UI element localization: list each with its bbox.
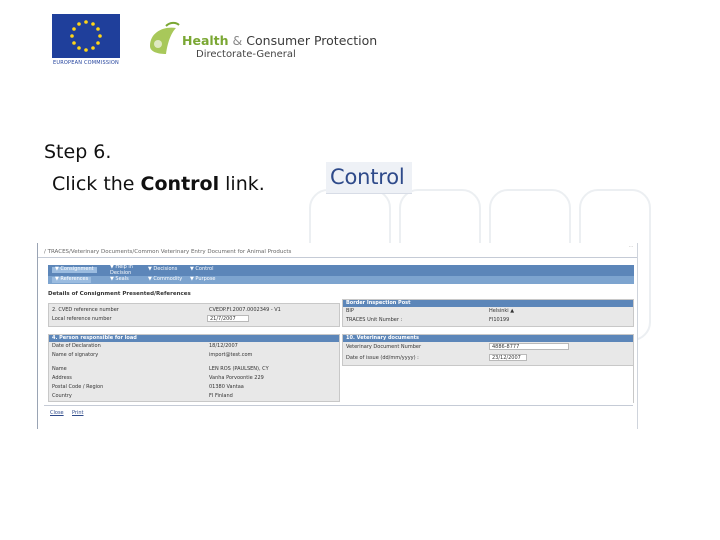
field-value: 18/12/2007 [209, 343, 238, 349]
control-word: Control [140, 173, 220, 195]
field-value: CVEDP.FI.2007.0002349 - V1 [209, 307, 281, 313]
top-right-text: … [629, 243, 633, 248]
eu-flag-icon [52, 14, 120, 58]
tab-commodity[interactable]: ▼ Commodity [148, 276, 183, 282]
field-label: Local reference number [52, 316, 112, 322]
form-row [49, 342, 339, 351]
field-value: 01380 Vantaa [209, 384, 244, 390]
form-row [49, 306, 339, 315]
tab-control[interactable]: ▼ Control [190, 266, 214, 272]
close-link[interactable]: Close [50, 410, 64, 416]
tab-bar-primary [48, 265, 634, 276]
tab-decisions[interactable]: ▼ Decisions [148, 266, 178, 272]
tab-bar-secondary [48, 276, 634, 284]
form-row [49, 351, 339, 360]
eu-commission-logo [52, 14, 120, 66]
tab-consignment[interactable]: ▼ Consignment [52, 267, 97, 273]
right-column-filler [342, 366, 634, 403]
tab-seals[interactable]: ▼ Seals [110, 276, 129, 282]
footer-divider [44, 405, 633, 406]
form-row [49, 392, 339, 401]
form-row [343, 316, 633, 325]
cved-reference-panel [48, 303, 340, 327]
field-value: FI10199 [489, 317, 510, 323]
section-title: Details of Consignment Presented/References [48, 291, 191, 297]
form-row [343, 342, 633, 353]
control-link-label[interactable]: Control [330, 165, 405, 189]
field-value: FI Finland [209, 393, 233, 399]
veterinary-documents-panel [342, 334, 634, 366]
field-label: Name of signatory [52, 352, 99, 358]
panel-heading: Border Inspection Post [343, 300, 633, 307]
form-row [343, 307, 633, 316]
panel-heading: 4. Person responsible for load [49, 335, 339, 342]
dg-title: Health & Consumer Protection [182, 33, 378, 48]
tab-help-in-decision[interactable]: ▼ Help in Decision [110, 264, 133, 276]
traces-screenshot [37, 243, 638, 429]
field-label: Date of Declaration [52, 343, 101, 349]
control-link-image[interactable] [326, 162, 412, 194]
panel-heading: 10. Veterinary documents [343, 335, 633, 342]
field-value: 4886-8777 [492, 344, 520, 350]
person-responsible-panel [48, 334, 340, 402]
form-row [49, 383, 339, 392]
field-value: Vanha Porvoontie 229 [209, 375, 264, 381]
dg-health-logo [146, 16, 378, 60]
field-value: 21/7/2007 [210, 316, 236, 322]
field-label: BIP [346, 308, 354, 314]
dg-subtitle: Directorate-General [196, 49, 296, 60]
form-row [49, 315, 339, 324]
field-value: LEN ROS (PAULSEN), CY [209, 366, 269, 372]
step-heading: Step 6. [44, 141, 112, 163]
form-row [49, 374, 339, 383]
top-divider [38, 257, 637, 258]
field-label: Postal Code / Region [52, 384, 104, 390]
print-link[interactable]: Print [72, 410, 84, 416]
field-label: Address [52, 375, 72, 381]
field-label: Name [52, 366, 67, 372]
field-label: Country [52, 393, 72, 399]
field-value: import@test.com [209, 352, 253, 358]
border-inspection-panel [342, 299, 634, 327]
breadcrumb: / TRACES/Veterinary Documents/Common Veterinary Entry Document for Animal Products [44, 249, 292, 255]
field-value: 23/12/2007 [492, 355, 521, 361]
bip-select[interactable]: Helsinki ▲ [489, 308, 515, 314]
field-label: Veterinary Document Number [346, 344, 422, 350]
field-label: TRACES Unit Number : [346, 317, 403, 323]
field-label: 2. CVED reference number [52, 307, 119, 313]
dg-emblem-icon [146, 20, 184, 60]
eu-caption: EUROPEAN COMMISSION [53, 60, 119, 66]
instruction-text: Click the Control link. [52, 173, 265, 195]
form-row [49, 365, 339, 374]
tab-purpose[interactable]: ▼ Purpose [190, 276, 216, 282]
tab-references[interactable]: ▼ References [52, 277, 91, 283]
form-row [343, 353, 633, 364]
field-label: Date of issue (dd/mm/yyyy) : [346, 355, 419, 361]
